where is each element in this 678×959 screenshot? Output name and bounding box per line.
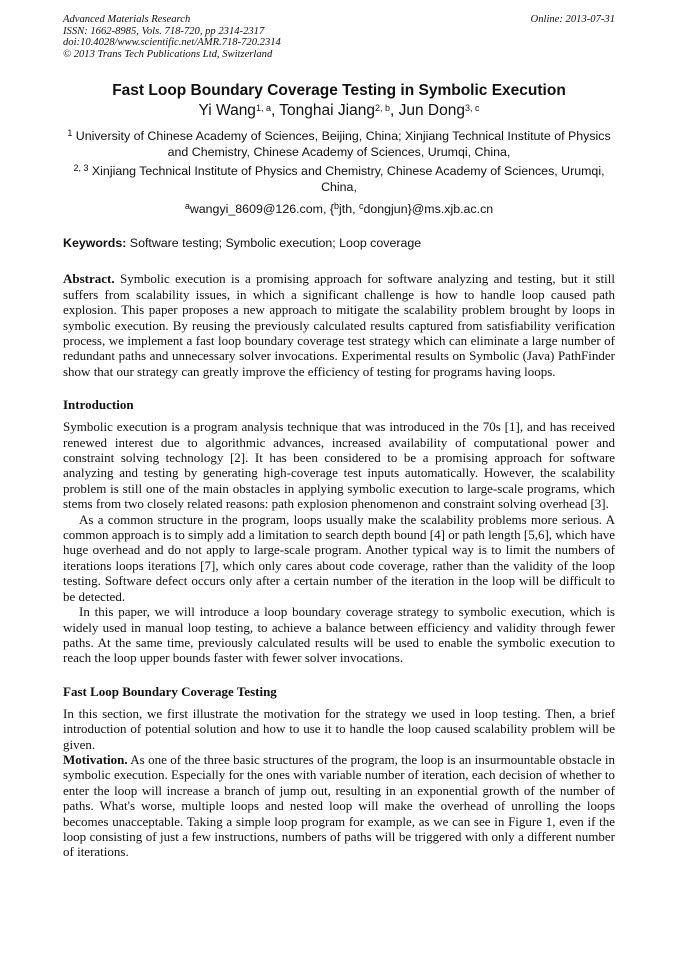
author-sup: 2, b [374,103,390,114]
motivation-label: Motivation. [63,751,128,767]
keywords-label: Keywords: [63,236,127,251]
email-text: jth, [339,202,359,217]
online-date: Online: 2013-07-31 [530,14,615,25]
abstract [63,271,615,379]
abstract-text: Symbolic execution is a promising approach for software analyzing and testing, but it still suffers from scalability issues, in which a significant challenge is how to handle loop caused path explosion. This paper proposes a new approach to mitigate the scalability problem brought by loops in symbolic execution. By reusing the previously calculated results captured from satisfiability verification process, we implement a fast loop boundary coverage test strategy which can eliminate a large number of redundant paths and unnecessary solver invocations. Experimental results on Symbolic (Java) PathFinder show that our strategy can greatly improve the efficiency of testing for programs having loops. [63,271,615,379]
copyright: © 2013 Trans Tech Publications Ltd, Switzerland [63,48,273,60]
author-name: Tonghai Jiang [279,102,375,120]
keywords [63,235,615,251]
issn: ISSN: 1662-8985, Vols. 718-720, pp 2314-2317 [63,25,265,37]
email-sup: a [184,201,190,212]
email-line [63,201,615,217]
section-heading: Fast Loop Boundary Coverage Testing [63,683,277,699]
journal-name: Advanced Materials Research [63,14,191,25]
intro-paragraph-2: As a common structure in the program, loops usually make the scalability problems more serious. A common approach is to simply add a limitation to search depth bound [4] or path length [5,6], which have huge overhead and do not apply to large-scale program. Another typical way is to limit the numbers of iterations loops iterations [7], which only cares about code coverage, rather than the validity of the loop testing. Software defect occurs only after a certain number of the iteration in the loop will be difficult to be detected. [63,511,615,604]
intro-paragraph-1: Symbolic execution is a program analysis technique that was introduced in the 70s [1], and has received renewed interest due to algorithmic advances, increased availability of computational power and constraint solving technology [2]. It has been considered to be a promising approach for software analyzing and testing by generating high-coverage test inputs automatically. However, the scalability problem is still one of the main obstacles in applying symbolic execution to large-scale programs, which stems from two closely related reasons: path explosion phenomenon and constraint solving overhead [3]. [63,419,615,512]
author-list [63,101,615,121]
author-name: Jun Dong [398,102,465,120]
affiliation-sup: 1 [67,128,73,139]
doi: doi:10.4028/www.scientific.net/AMR.718-720.2314 [63,37,281,49]
journal-header [63,14,615,60]
introduction-heading: Introduction [63,397,134,413]
email-text: dongjun}@ms.xjb.ac.cn [363,202,494,217]
email-sup: b [333,201,339,212]
affiliation-sup: 2, 3 [73,163,89,174]
paper-title: Fast Loop Boundary Coverage Testing in Symbolic Execution [112,82,566,100]
affiliation-text: University of Chinese Academy of Sciences, Beijing, China; Xinjiang Technical Institute of Physics and Chemistry, Chinese Academy of Sciences, Urumqi, China, [72,129,611,160]
email-text: wangyi_8609@126.com, { [189,202,334,217]
email-sup: c [358,201,364,212]
affiliation-1 [63,128,615,160]
abstract-label: Abstract. [63,271,115,287]
affiliation-text: Xinjiang Technical Institute of Physics and Chemistry, Chinese Academy of Sciences, Urumqi, China, [88,164,605,195]
section-paragraph: In this section, we first illustrate the motivation for the strategy we used in loop testing. Then, a brief introduction of potential solution and how to use it to handle the loop caused scalability problem will be given. [63,705,615,752]
author-name: Yi Wang [198,102,256,120]
keywords-text: Software testing; Symbolic execution; Loop coverage [126,236,422,251]
motivation-text: As one of the three basic structures of the program, the loop is an insurmountable obstacle in symbolic execution. Especially for the ones with variable number of iteration, each decision of whether to enter the loop will increase a branch of jump out, resulting in an exponential growth of the number of paths. What's worse, multiple loops and nested loop will make the overhead of unrolling the loops becomes unacceptable. Taking a simple loop program for example, as we can see in Figure 1, even if the loop consisting of just a few instructions, numbers of paths will be triggered with only a different number of iterations. [63,751,615,860]
author-sup: 3, c [464,103,480,114]
author-sup: 1, a [255,103,271,114]
motivation-paragraph [63,752,615,860]
affiliation-2 [63,163,615,195]
separator: , [270,102,280,120]
intro-paragraph-3: In this paper, we will introduce a loop boundary coverage strategy to symbolic execution, which is widely used in manual loop testing, to achieve a balance between efficiency and validity through fewer paths. At the same time, previously calculated results will be used to enable the symbolic execution to reach the loop upper bounds faster with fewer solver invocations. [63,604,615,666]
separator: , [389,102,399,120]
